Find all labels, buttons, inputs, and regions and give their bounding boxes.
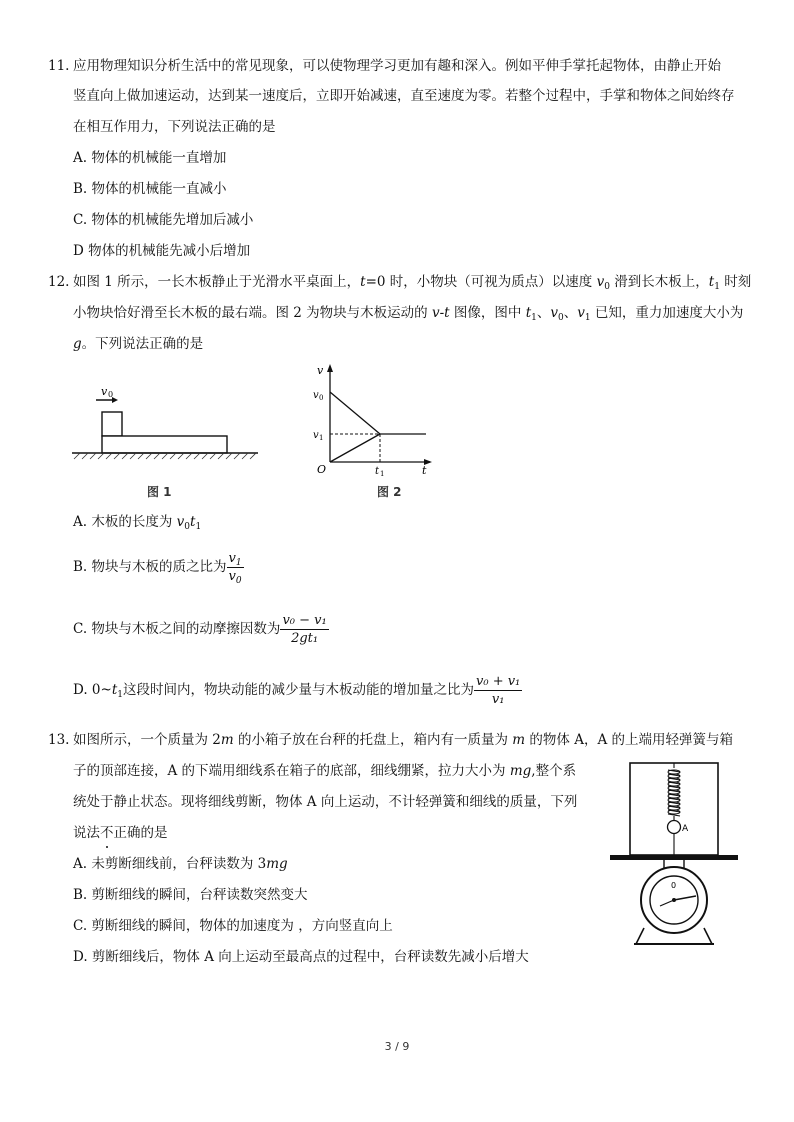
svg-text:1: 1 (319, 434, 324, 442)
scale-pan (610, 855, 738, 860)
object-a-label: A (682, 824, 689, 834)
fig1-v0-sub: 0 (108, 390, 114, 399)
board-velocity-line (330, 434, 380, 462)
q12-stem-line1: 如图 1 所示，一长木板静止于光滑水平桌面上，t=0 时，小物块（可视为质点）以速度 $v_0$ 滑到长木板上，$t_1$ 时刻 (73, 274, 752, 292)
q12-number: 12. (48, 274, 70, 290)
tick-t1-label: t (375, 466, 380, 477)
q12-option-c: C. 物块与木板之间的动摩擦因数为 $\frac{\text{v₀ − v₁}}{\text{2gt₁}}$ (73, 613, 327, 646)
q13-option-c: C. 剪断细线的瞬间，物体的加速度为 ，方向竖直向上 (73, 918, 393, 934)
q12-option-d: D. $0\sim t_1$这段时间内，物块动能的减少量与木板动能的增加量之比为 $\frac{\text{v₀ + v₁}}{\text{v₁}}$ (73, 674, 521, 707)
q12-figure-1 (68, 384, 263, 469)
axis-v-label: v (317, 364, 324, 377)
dial-zero-mark: 0 (671, 881, 677, 890)
q11-option-d: D 物体的机械能先减小后增加 (73, 243, 251, 259)
fig1-v0-label: v (101, 385, 108, 398)
object-a (668, 821, 681, 834)
q12-option-b: B. 物块与木板的质之比为 $\frac{v_1}{v_0}$ (73, 551, 242, 586)
q13-option-b: B. 剪断细线的瞬间，台秤读数突然变大 (73, 887, 308, 903)
q13-stem-line4: 说法不正确的是 (73, 825, 168, 841)
block-velocity-line (330, 392, 380, 434)
q11-option-a: A. 物体的机械能一直增加 (73, 150, 227, 166)
fig1-caption: 图 1 (147, 485, 172, 499)
q12-option-a: A. 木板的长度为 $v_0t_1$ (73, 514, 202, 532)
svg-text:1: 1 (380, 470, 385, 477)
q13-option-a: A. 未剪断细线前，台秤读数为 3mg (73, 856, 288, 872)
q11-option-b: B. 物体的机械能一直减小 (73, 181, 227, 197)
q13-stem-line3: 统处于静止状态。现将细线剪断，物体 A 向上运动，不计轻弹簧和细线的质量，下列 (73, 794, 578, 810)
long-board (102, 436, 227, 453)
q11-stem-line2: 竖直向上做加速运动，达到某一速度后，立即开始减速，直至速度为零。若整个过程中，手掌和物体之间始终存 (73, 88, 735, 104)
q12-stem-line3: g。下列说法正确的是 (73, 336, 204, 352)
q11-stem-line3: 在相互作用力，下列说法正确的是 (73, 119, 276, 135)
origin-label: O (317, 463, 327, 476)
tick-v1-label: v (313, 430, 319, 441)
svg-text:0: 0 (319, 394, 324, 402)
q11-number: 11. (48, 58, 70, 74)
energy-ratio-fraction: $\frac{\text{v₀ + v₁}}{\text{v₁}}$ (476, 674, 521, 707)
fig2-caption: 图 2 (377, 485, 402, 499)
q13-figure-box-on-scale (600, 760, 750, 952)
q11-stem-line1: 应用物理知识分析生活中的常见现象，可以使物理学习更加有趣和深入。例如平伸手掌托起物体，由静止开始 (73, 58, 721, 74)
tick-v0-label: v (313, 390, 319, 401)
q13-stem-line2: 子的顶部连接，A 的下端用细线系在箱子的底部，细线绷紧，拉力大小为 mg,整个系 (73, 763, 577, 779)
friction-coefficient-fraction: $\frac{\text{v₀ − v₁}}{\text{2gt₁}}$ (282, 613, 327, 646)
small-block (102, 412, 122, 436)
q12-figure-2-vt-graph (308, 362, 438, 477)
q12-stem-line2: 小物块恰好滑至长木板的最右端。图 2 为物块与木板运动的 v-t 图像，图中 $t_1$、$v_0$、$v_1$ 已知，重力加速度大小为 (73, 305, 744, 323)
q13-number: 13. (48, 732, 70, 748)
axis-t-label: t (422, 464, 427, 477)
q13-option-d: D. 剪断细线后，物体 A 向上运动至最高点的过程中，台秤读数先减小后增大 (73, 949, 529, 965)
page-number: 3 / 9 (384, 1040, 410, 1053)
ratio-fraction: $\frac{v_1}{v_0}$ (228, 551, 242, 586)
q11-option-c: C. 物体的机械能先增加后减小 (73, 212, 254, 228)
q13-stem-line1: 如图所示，一个质量为 2m 的小箱子放在台秤的托盘上，箱内有一质量为 m 的物体 A，A 的上端用轻弹簧与箱 (73, 732, 733, 748)
emphasis-not: 不 (100, 825, 114, 841)
